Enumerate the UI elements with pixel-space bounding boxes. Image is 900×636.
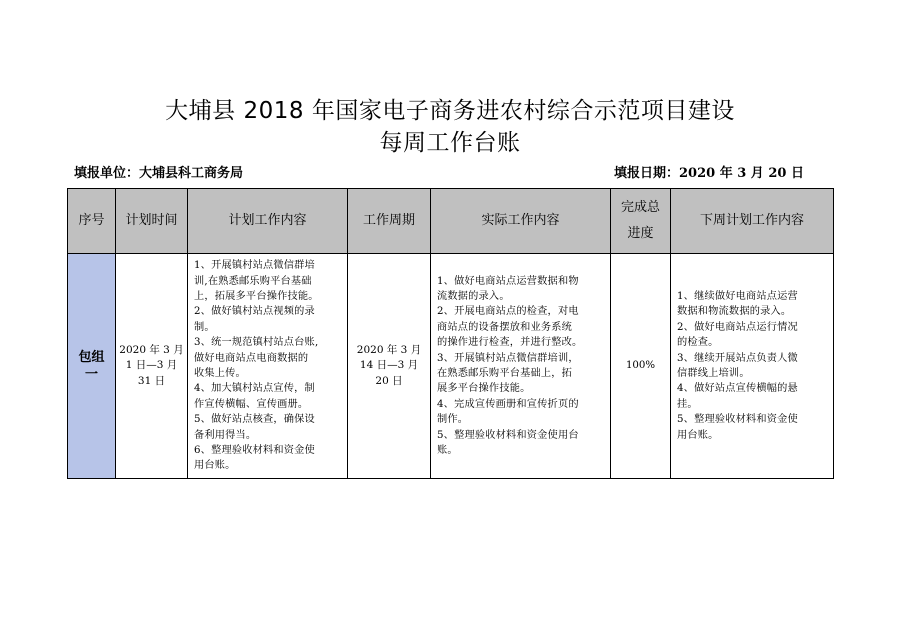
list-item: 流数据的录入。: [437, 290, 510, 302]
header-next-plan: 下周计划工作内容: [671, 189, 834, 254]
list-item: 1、继续做好电商站点运营: [677, 290, 798, 302]
list-item: 上，拓展多平台操作技能。: [194, 290, 319, 302]
list-item: 5、整理验收材料和资金使: [677, 414, 798, 426]
list-item: 商站点的设备摆放和业务系统: [437, 321, 573, 333]
weekly-ledger-table: [67, 188, 834, 479]
list-item: 训,在熟悉邮乐购平台基础: [194, 275, 312, 287]
header-progress-line2: 进度: [627, 226, 654, 241]
list-item: 3、统一规范镇村站点台账,: [194, 337, 319, 349]
actual-content-list: [431, 274, 610, 459]
list-item: 挂。: [677, 398, 698, 410]
list-item: 作宣传横幅、宣传画册。: [194, 398, 309, 410]
plan-time-line1: 2020 年 3 月: [119, 343, 184, 356]
list-item: 制作。: [437, 414, 469, 426]
table-header-row: [68, 189, 834, 254]
list-item: 数据和物流数据的录入。: [677, 306, 792, 318]
list-item: 2、开展电商站点的检查，对电: [437, 306, 579, 318]
list-item: 的检查。: [677, 337, 719, 349]
actual-content-cell: [431, 254, 611, 479]
next-plan-list: [671, 289, 833, 443]
group-label-line1: 包组: [78, 350, 105, 365]
list-item: 4、做好站点宣传横幅的悬: [677, 383, 798, 395]
list-item: 6、整理验收材料和资金使: [194, 445, 315, 457]
list-item: 备利用得当。: [194, 429, 257, 441]
list-item: 3、开展镇村站点微信群培训，: [437, 352, 579, 364]
header-progress: [611, 189, 671, 254]
list-item: 做好电商站点电商数据的: [194, 352, 309, 364]
period-line2: 14 日—3 月: [359, 359, 419, 372]
list-item: 在熟悉邮乐购平台基础上，拓: [437, 368, 573, 379]
document-title: 大埔县 2018 年国家电子商务进农村综合示范项目建设: [165, 98, 735, 124]
reporting-unit: 填报单位：大埔县科工商务局: [74, 166, 244, 181]
period-line1: 2020 年 3 月: [356, 343, 422, 356]
progress-cell: 100%: [611, 254, 671, 479]
group-cell: [68, 254, 116, 479]
header-progress-line1: 完成总: [620, 200, 660, 215]
table-row: [68, 254, 834, 479]
list-item: 5、整理验收材料和资金使用台: [437, 429, 579, 441]
list-item: 展多平台操作技能。: [437, 383, 531, 395]
list-item: 4、完成宣传画册和宣传折页的: [437, 398, 579, 410]
list-item: 2、做好镇村站点视频的录: [194, 306, 315, 318]
list-item: 用台账。: [194, 460, 236, 472]
plan-content-cell: [188, 254, 348, 479]
list-item: 3、继续开展站点负责人微: [677, 352, 798, 364]
period-line3: 20 日: [375, 374, 403, 387]
list-item: 的操作进行检查，并进行整改。: [437, 337, 583, 349]
list-item: 1、开展镇村站点微信群培: [194, 260, 315, 272]
header-plan-content: 计划工作内容: [188, 189, 348, 254]
header-plan-time: 计划时间: [116, 189, 188, 254]
list-item: 1、做好电商站点运营数据和物: [437, 275, 579, 287]
list-item: 5、做好站点核查，确保设: [194, 414, 315, 426]
document-subtitle: 每周工作台账: [379, 130, 521, 156]
plan-time-cell: [116, 254, 188, 479]
list-item: 4、加大镇村站点宣传，制: [194, 383, 315, 395]
plan-time-line3: 31 日: [137, 374, 166, 387]
reporting-date: 填报日期：2020 年 3 月 20 日: [614, 166, 804, 181]
list-item: 账。: [437, 445, 458, 457]
list-item: 2、做好电商站点运行情况: [677, 321, 798, 333]
list-item: 收集上传。: [194, 368, 246, 379]
group-label-line2: 一: [84, 367, 98, 382]
period-cell: [348, 254, 431, 479]
plan-content-list: [188, 258, 347, 474]
next-plan-cell: [671, 254, 834, 479]
header-actual-content: 实际工作内容: [431, 189, 611, 254]
plan-time-line2: 1 日—3 月: [125, 359, 178, 372]
header-period: 工作周期: [348, 189, 431, 254]
list-item: 信群线上培训。: [677, 368, 750, 379]
header-seq: 序号: [68, 189, 116, 254]
list-item: 用台账。: [677, 429, 719, 441]
list-item: 制。: [194, 321, 215, 333]
